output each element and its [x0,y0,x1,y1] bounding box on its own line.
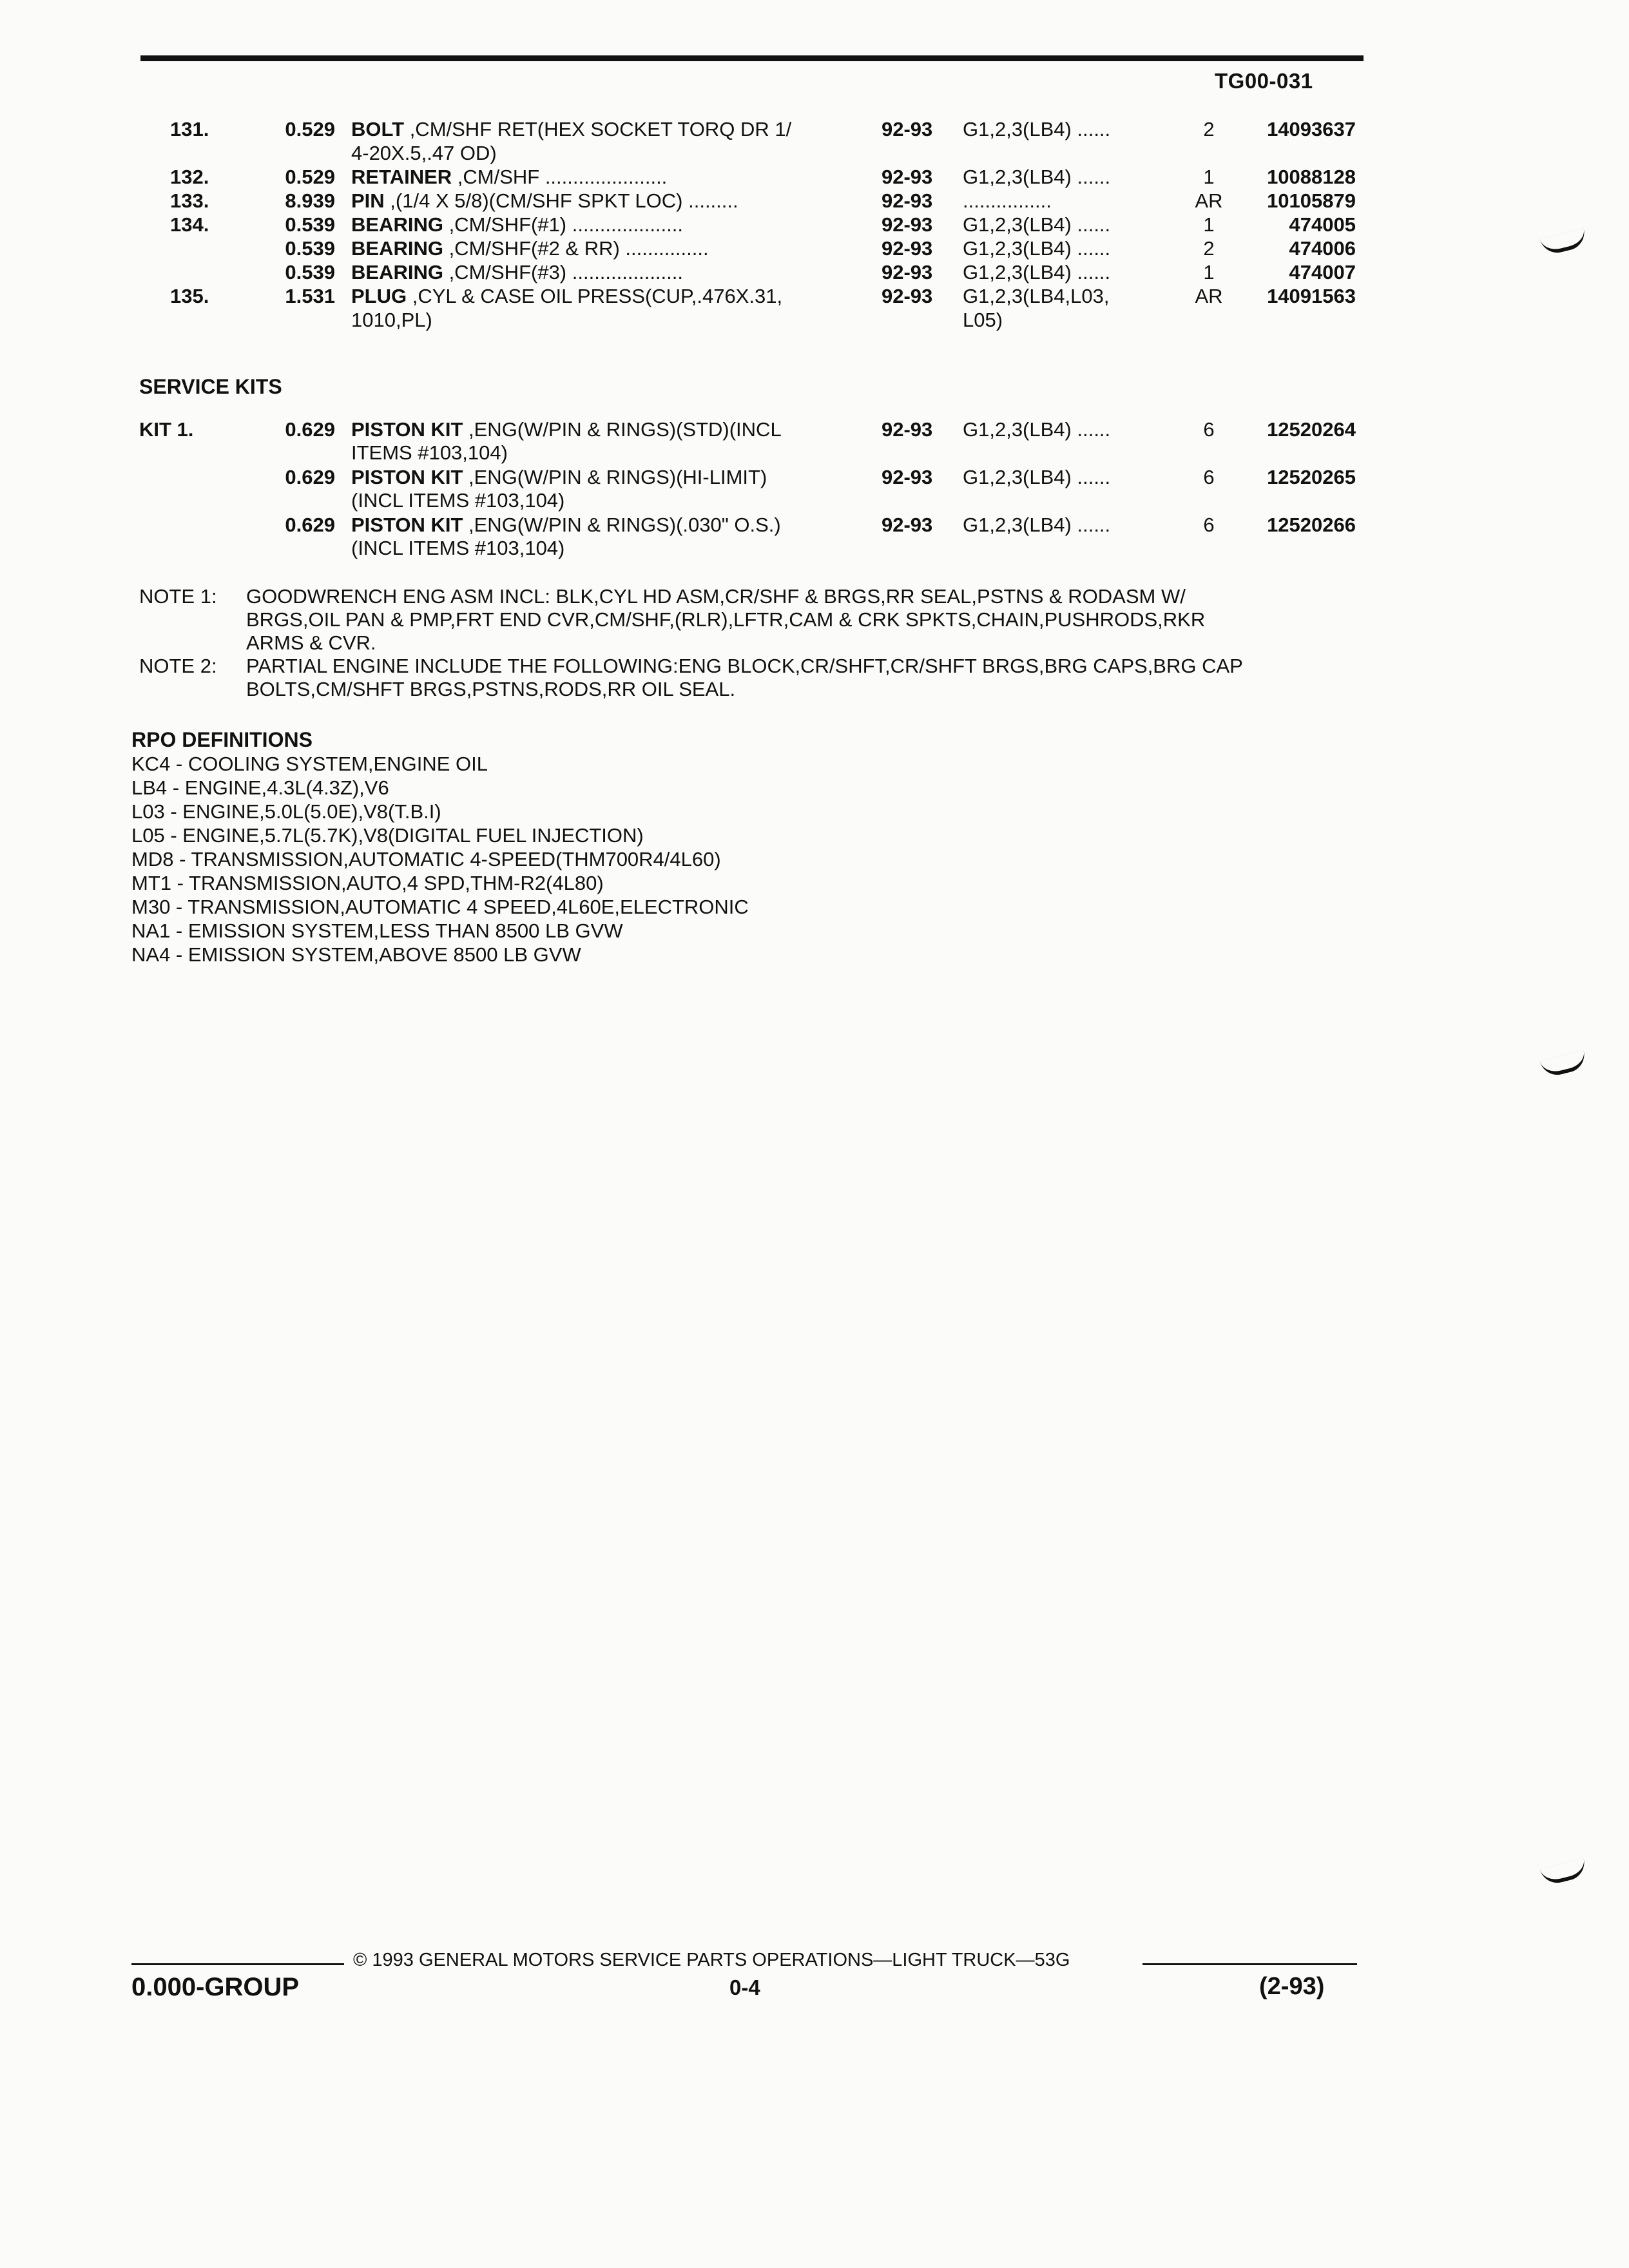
rpo-definition: NA4 - EMISSION SYSTEM,ABOVE 8500 LB GVW [131,943,581,966]
quantity: 6 [1203,418,1215,441]
binder-hole-mark [1540,1858,1588,1887]
item-number: 134. [170,213,209,236]
part-description: BEARING ,CM/SHF(#2 & RR) ............... [351,237,709,260]
part-row-continuation [0,308,1629,332]
group-number: 8.939 [285,189,335,212]
part-row [0,284,1629,308]
application: G1,2,3(LB4) ...... [963,237,1111,260]
rpo-definition: L03 - ENGINE,5.0L(5.0E),V8(T.B.I) [131,800,441,823]
note-line: BRGS,OIL PAN & PMP,FRT END CVR,CM/SHF,(RLR),LFTR,CAM & CRK SPKTS,CHAIN,PUSHRODS,RKR [246,608,1206,631]
quantity: AR [1195,285,1223,307]
model-years: 92-93 [882,166,933,188]
rpo-definition: LB4 - ENGINE,4.3L(4.3Z),V6 [131,776,389,799]
part-number: 474005 [1289,213,1356,236]
rpo-heading: RPO DEFINITIONS [131,728,313,751]
group-number: 0.629 [285,514,335,536]
item-number: 133. [170,189,209,212]
part-row [0,117,1629,141]
footer-rule-right [1142,1963,1357,1965]
part-row [0,213,1629,236]
application: G1,2,3(LB4) ...... [963,118,1111,140]
part-description: PLUG ,CYL & CASE OIL PRESS(CUP,.476X.31, [351,285,783,307]
application-cont: L05) [963,309,1003,331]
kit-row-continuation [0,441,1629,465]
application: G1,2,3(LB4) ...... [963,514,1111,536]
kit-row [0,465,1629,489]
quantity: 1 [1203,213,1215,236]
item-number: 132. [170,166,209,188]
model-years: 92-93 [882,118,933,140]
part-row [0,260,1629,284]
kit-description-cont: ITEMS #103,104) [351,441,508,464]
note [139,655,1364,701]
quantity: 2 [1203,237,1215,260]
group-number: 0.539 [285,261,335,284]
footer-rule-left [131,1963,344,1965]
kit-description-cont: (INCL ITEMS #103,104) [351,537,565,559]
rpo-definition: M30 - TRANSMISSION,AUTOMATIC 4 SPEED,4L60E,ELECTRONIC [131,896,749,918]
note-line: BOLTS,CM/SHFT BRGS,PSTNS,RODS,RR OIL SEAL. [246,678,736,700]
part-number: 474006 [1289,237,1356,260]
part-name: BEARING [351,213,443,236]
group-number: 0.539 [285,213,335,236]
part-name: PLUG [351,285,407,307]
part-description: BOLT ,CM/SHF RET(HEX SOCKET TORQ DR 1/ [351,118,792,140]
note-line: GOODWRENCH ENG ASM INCL: BLK,CYL HD ASM,CR/SHF & BRGS,RR SEAL,PSTNS & RODASM W/ [246,585,1186,608]
model-years: 92-93 [882,514,933,536]
part-name: RETAINER [351,166,452,188]
part-description-cont: 4-20X.5,.47 OD) [351,142,497,164]
part-number: 12520265 [1267,466,1356,488]
model-years: 92-93 [882,261,933,284]
application: G1,2,3(LB4) ...... [963,213,1111,236]
model-years: 92-93 [882,237,933,260]
application: G1,2,3(LB4) ...... [963,261,1111,284]
group-number: 0.629 [285,466,335,488]
part-description: BEARING ,CM/SHF(#3) .................... [351,261,683,284]
part-name: BEARING [351,237,443,260]
document-id: TG00-031 [1215,69,1313,93]
note-label: NOTE 2: [139,655,217,677]
part-description: PIN ,(1/4 X 5/8)(CM/SHF SPKT LOC) ......... [351,189,738,212]
kit-row-continuation [0,536,1629,560]
item-number: 135. [170,285,209,307]
kit-row [0,513,1629,537]
kit-name: PISTON KIT [351,418,463,441]
part-name: BEARING [351,261,443,284]
model-years: 92-93 [882,418,933,441]
footer-copyright: © 1993 GENERAL MOTORS SERVICE PARTS OPERATIONS—LIGHT TRUCK—53G [353,1950,1070,1970]
part-name: PIN [351,189,385,212]
kit-label: KIT 1. [139,418,194,441]
part-name: BOLT [351,118,405,140]
kit-name: PISTON KIT [351,514,463,536]
binder-hole-mark [1540,1050,1588,1079]
kit-description: PISTON KIT ,ENG(W/PIN & RINGS)(HI-LIMIT) [351,466,767,488]
item-number: 131. [170,118,209,140]
parts-list [0,117,1629,332]
rpo-definition: NA1 - EMISSION SYSTEM,LESS THAN 8500 LB GVW [131,919,623,942]
group-number: 1.531 [285,285,335,307]
kit-description: PISTON KIT ,ENG(W/PIN & RINGS)(.030" O.S.) [351,514,781,536]
application: ................ [963,189,1052,212]
application: G1,2,3(LB4) ...... [963,166,1111,188]
rpo-definition: KC4 - COOLING SYSTEM,ENGINE OIL [131,753,488,775]
group-number: 0.529 [285,118,335,140]
top-rule [140,55,1364,61]
model-years: 92-93 [882,213,933,236]
rpo-definition: MT1 - TRANSMISSION,AUTO,4 SPD,THM-R2(4L80) [131,872,604,894]
quantity: 2 [1203,118,1215,140]
footer-page-number: 0-4 [729,1975,760,1999]
kit-description-cont: (INCL ITEMS #103,104) [351,489,565,512]
rpo-definitions [131,728,749,966]
group-number: 0.529 [285,166,335,188]
part-number: 474007 [1289,261,1356,284]
part-description-cont: 1010,PL) [351,309,432,331]
quantity: 6 [1203,514,1215,536]
part-number: 14091563 [1267,285,1356,307]
service-kits-heading: SERVICE KITS [139,375,282,398]
model-years: 92-93 [882,466,933,488]
note-label: NOTE 1: [139,585,217,608]
kit-row-continuation [0,488,1629,512]
footer-group: 0.000-GROUP [131,1973,300,2001]
model-years: 92-93 [882,189,933,212]
part-description: BEARING ,CM/SHF(#1) .................... [351,213,683,236]
quantity: 6 [1203,466,1215,488]
part-number: 10088128 [1267,166,1356,188]
model-years: 92-93 [882,285,933,307]
part-number: 14093637 [1267,118,1356,140]
application: G1,2,3(LB4) ...... [963,466,1111,488]
part-number: 12520266 [1267,514,1356,536]
rpo-definition: L05 - ENGINE,5.7L(5.7K),V8(DIGITAL FUEL INJECTION) [131,824,644,847]
footer-date: (2-93) [1259,1973,1325,2000]
quantity: 1 [1203,261,1215,284]
application: G1,2,3(LB4) ...... [963,418,1111,441]
part-row [0,189,1629,213]
part-number: 12520264 [1267,418,1356,441]
note-line: ARMS & CVR. [246,631,376,654]
kit-description: PISTON KIT ,ENG(W/PIN & RINGS)(STD)(INCL [351,418,782,441]
notes-section [139,585,1364,701]
note-line: PARTIAL ENGINE INCLUDE THE FOLLOWING:ENG BLOCK,CR/SHFT,CR/SHFT BRGS,BRG CAPS,BRG CAP [246,655,1243,677]
application: G1,2,3(LB4,L03, [963,285,1110,307]
rpo-definition: MD8 - TRANSMISSION,AUTOMATIC 4-SPEED(THM700R4/4L60) [131,848,721,870]
part-number: 10105879 [1267,189,1356,212]
kit-row [0,418,1629,441]
kit-name: PISTON KIT [351,466,463,488]
quantity: 1 [1203,166,1215,188]
part-row-continuation [0,141,1629,165]
group-number: 0.539 [285,237,335,260]
part-row [0,236,1629,260]
quantity: AR [1195,189,1223,212]
note [139,585,1364,655]
part-row [0,165,1629,189]
group-number: 0.629 [285,418,335,441]
part-description: RETAINER ,CM/SHF ...................... [351,166,668,188]
